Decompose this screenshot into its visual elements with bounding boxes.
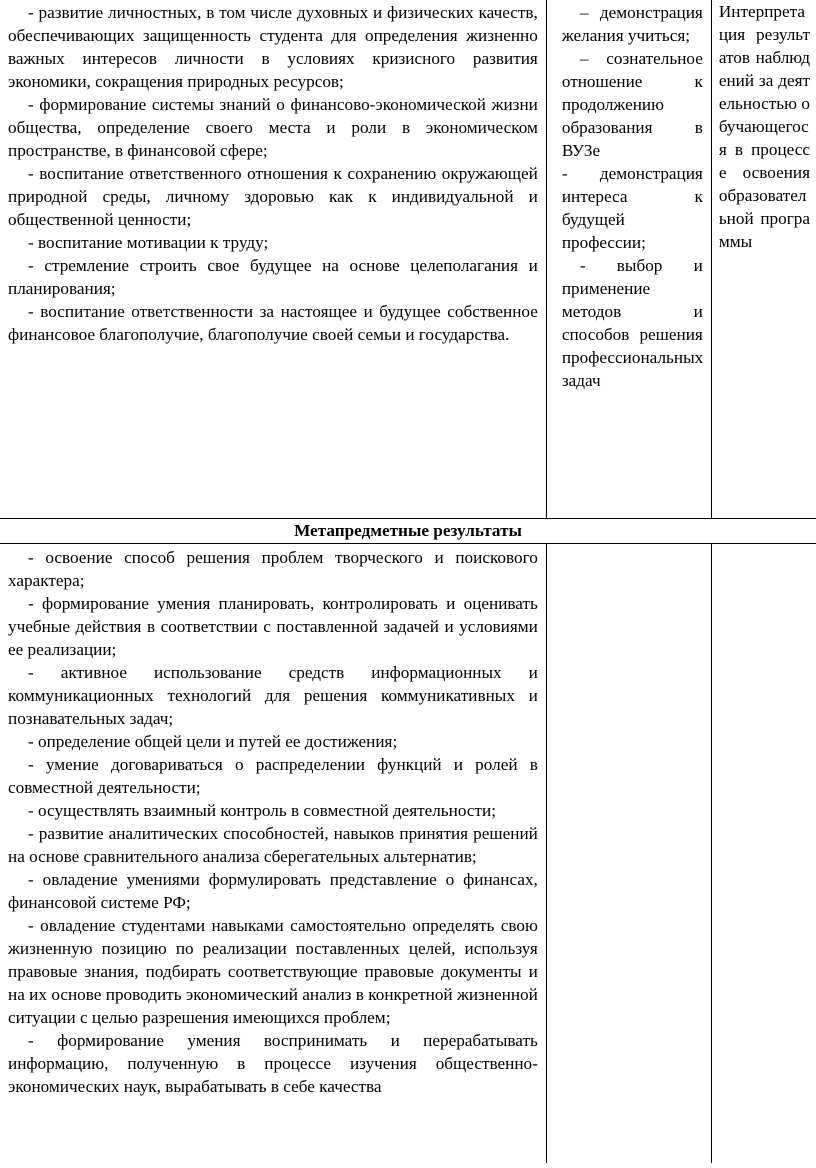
- meta-item: - развитие аналитических способностей, навыков принятия решений на основе сравнительного анализа сберегательных альтернатив;: [8, 823, 538, 866]
- personal-item: - воспитание ответственности за настоящее и будущее собственное финансовое благополучие, благополучие своей семьи и государства.: [8, 302, 538, 344]
- meta-results-row: [0, 543, 816, 1163]
- personal-item: - воспитание ответственного отношения к сохранению окружающей природной среды, личному здоровью как к индивидуальной и общественной ценности;: [8, 164, 538, 229]
- meta-assessment-cell: [711, 543, 816, 1163]
- meta-item: - активное использование средств информационных и коммуникационных технологий для решения коммуникативных и познавательных задач;: [8, 662, 538, 728]
- indicator-item: – сознательное отношение к продолжению образования в ВУЗе: [561, 49, 703, 160]
- personal-results-row: [0, 0, 816, 518]
- meta-item: - формирование умения планировать, контролировать и оценивать учебные действия в соответствии с поставленной задачей и условиями ее реализации;: [8, 593, 538, 659]
- meta-item: - умение договариваться о распределении функций и ролей в совместной деятельности;: [8, 754, 538, 797]
- meta-item: - овладение умениями формулировать представление о финансах, финансовой системе РФ;: [8, 869, 538, 912]
- meta-heading-cell: [0, 518, 816, 543]
- meta-indicators-cell: [546, 543, 711, 1163]
- personal-results-cell: [0, 0, 546, 518]
- indicators-cell: [546, 0, 711, 518]
- personal-item: - формирование системы знаний о финансово-экономической жизни общества, определение своего места и роли в экономическом пространстве, в финансовой сфере;: [8, 95, 538, 160]
- meta-item: - освоение способ решения проблем творческого и поискового характера;: [8, 547, 538, 590]
- assessment-cell: [711, 0, 816, 518]
- indicator-item: – демонстрация желания учиться;: [561, 3, 703, 45]
- indicator-item: - выбор и применение методов и способов решения профессиональных задач: [561, 256, 704, 390]
- personal-item: - развитие личностных, в том числе духовных и физических качеств, обеспечивающих защищенность студента для определения жизненно важных интересов личности в условиях кризисного развития экономики, сокращения природных ресурсов;: [8, 3, 538, 91]
- meta-heading-row: [0, 518, 816, 543]
- section-title: Метапредметные результаты: [294, 520, 522, 540]
- meta-item: - определение общей цели и путей ее достижения;: [28, 731, 398, 751]
- meta-item: - формирование умения воспринимать и перерабатывать информацию, полученную в процессе изучения общественно-экономических наук, вырабатывать в себе качества: [8, 1030, 538, 1096]
- personal-item: - воспитание мотивации к труду;: [28, 233, 269, 252]
- indicator-item: - демонстрация интереса к будущей профессии;: [561, 164, 703, 252]
- meta-item: - осуществлять взаимный контроль в совместной деятельности;: [28, 800, 496, 820]
- personal-item: - стремление строить свое будущее на основе целеполагания и планирования;: [8, 256, 538, 298]
- assessment-text: Интерпретация результатов наблюдений за деятельностью обучающегося в процессе освоения образовательной программы: [718, 2, 810, 251]
- meta-results-cell: [0, 543, 546, 1163]
- meta-item: - овладение студентами навыками самостоятельно определять свою жизненную позицию по реализации поставленных целей, используя правовые знания, подбирать соответствующие правовые документы и на их основе проводить экономический анализ в конкретной жизненной ситуации с целью разрешения имеющихся проблем;: [8, 915, 538, 1027]
